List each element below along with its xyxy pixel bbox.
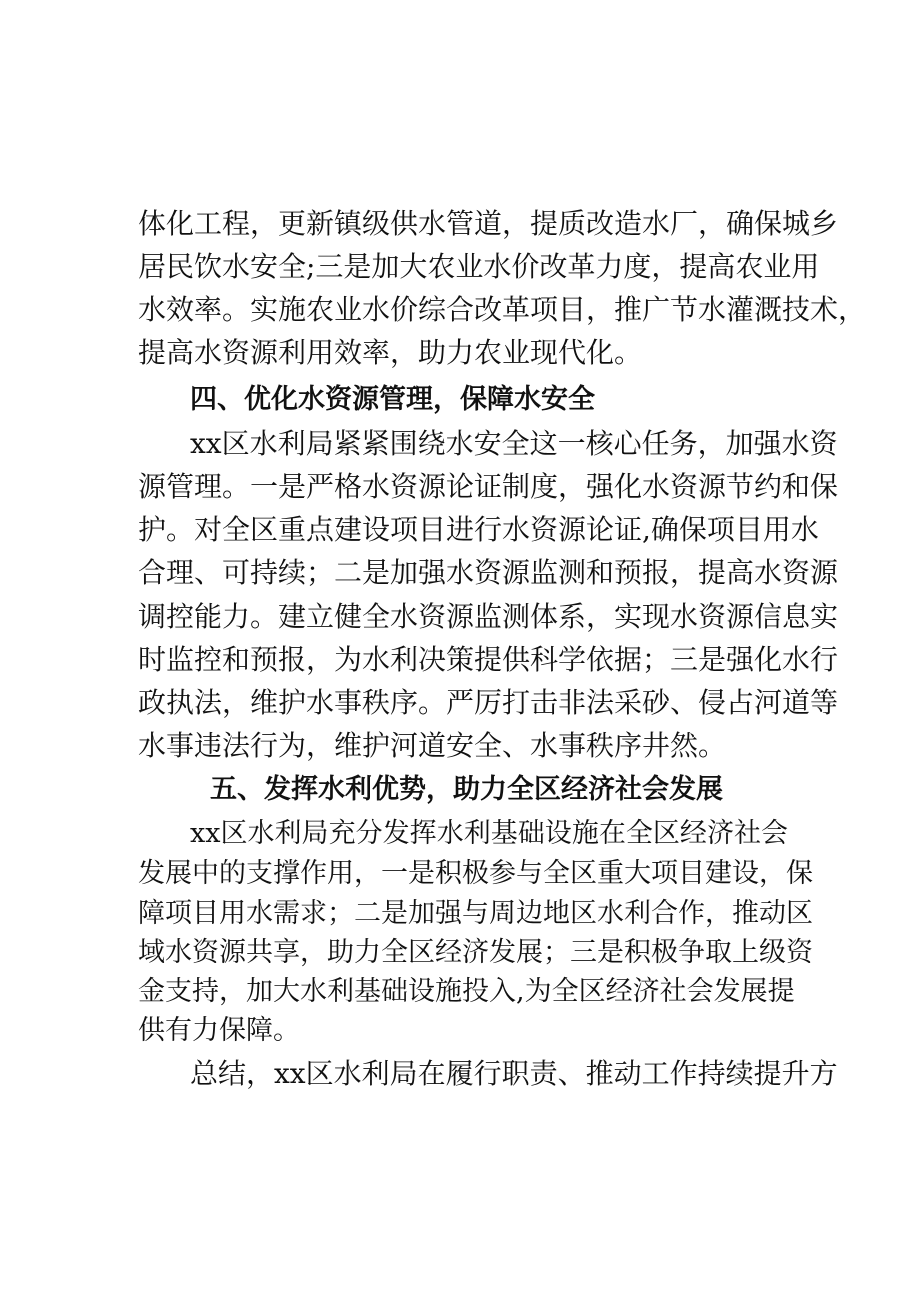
paragraph-line: 水事违法行为，维护河道安全、水事秩序井然。 <box>138 729 727 762</box>
paragraph-line: 障项目用水需求；二是加强与周边地区水利合作，推动区 <box>138 898 813 929</box>
section-heading: 四、优化水资源管理，保障水安全 <box>190 384 595 415</box>
section-heading: 五、发挥水利优势，助力全区经济社会发展 <box>210 774 723 805</box>
paragraph-line: 金支持，加大水利基础设施投入,为全区经济社会发展提 <box>138 976 795 1007</box>
paragraph-line: 居民饮水安全;三是加大农业水价改革力度，提高农业用 <box>138 250 820 283</box>
paragraph-line: 供有力保障。 <box>138 1015 300 1046</box>
paragraph-line: 政执法，维护水事秩序。严厉打击非法采砂、侵占河道等 <box>138 686 839 719</box>
paragraph-line: 合理、可持续；二是加强水资源监测和预报，提高水资源 <box>138 556 839 589</box>
paragraph-line: 总结，xx区水利局在履行职责、推动工作持续提升方 <box>190 1057 838 1090</box>
paragraph-line: 发展中的支撑作用，一是积极参与全区重大项目建设，保 <box>138 858 813 889</box>
paragraph-line: 域水资源共享，助力全区经济发展；三是积极争取上级资 <box>138 937 813 968</box>
paragraph-line: 源管理。一是严格水资源论证制度，强化水资源节约和保 <box>138 470 839 503</box>
paragraph-line: 提高水资源利用效率，助力农业现代化。 <box>138 336 643 369</box>
paragraph-line: 水效率。实施农业水价综合改革项目，推广节水灌溉技术， <box>138 293 867 326</box>
paragraph-line: 护。对全区重点建设项目进行水资源论证,确保项目用水 <box>138 513 819 546</box>
paragraph-line: 时监控和预报，为水利决策提供科学依据；三是强化水行 <box>138 643 839 676</box>
paragraph-line: xx区水利局充分发挥水利基础设施在全区经济社会 <box>190 818 788 849</box>
paragraph-line: xx区水利局紧紧围绕水安全这一核心任务，加强水资 <box>190 427 838 460</box>
paragraph-line: 体化工程，更新镇级供水管道，提质改造水厂，确保城乡 <box>138 207 839 240</box>
paragraph-line: 调控能力。建立健全水资源监测体系，实现水资源信息实 <box>138 600 839 633</box>
